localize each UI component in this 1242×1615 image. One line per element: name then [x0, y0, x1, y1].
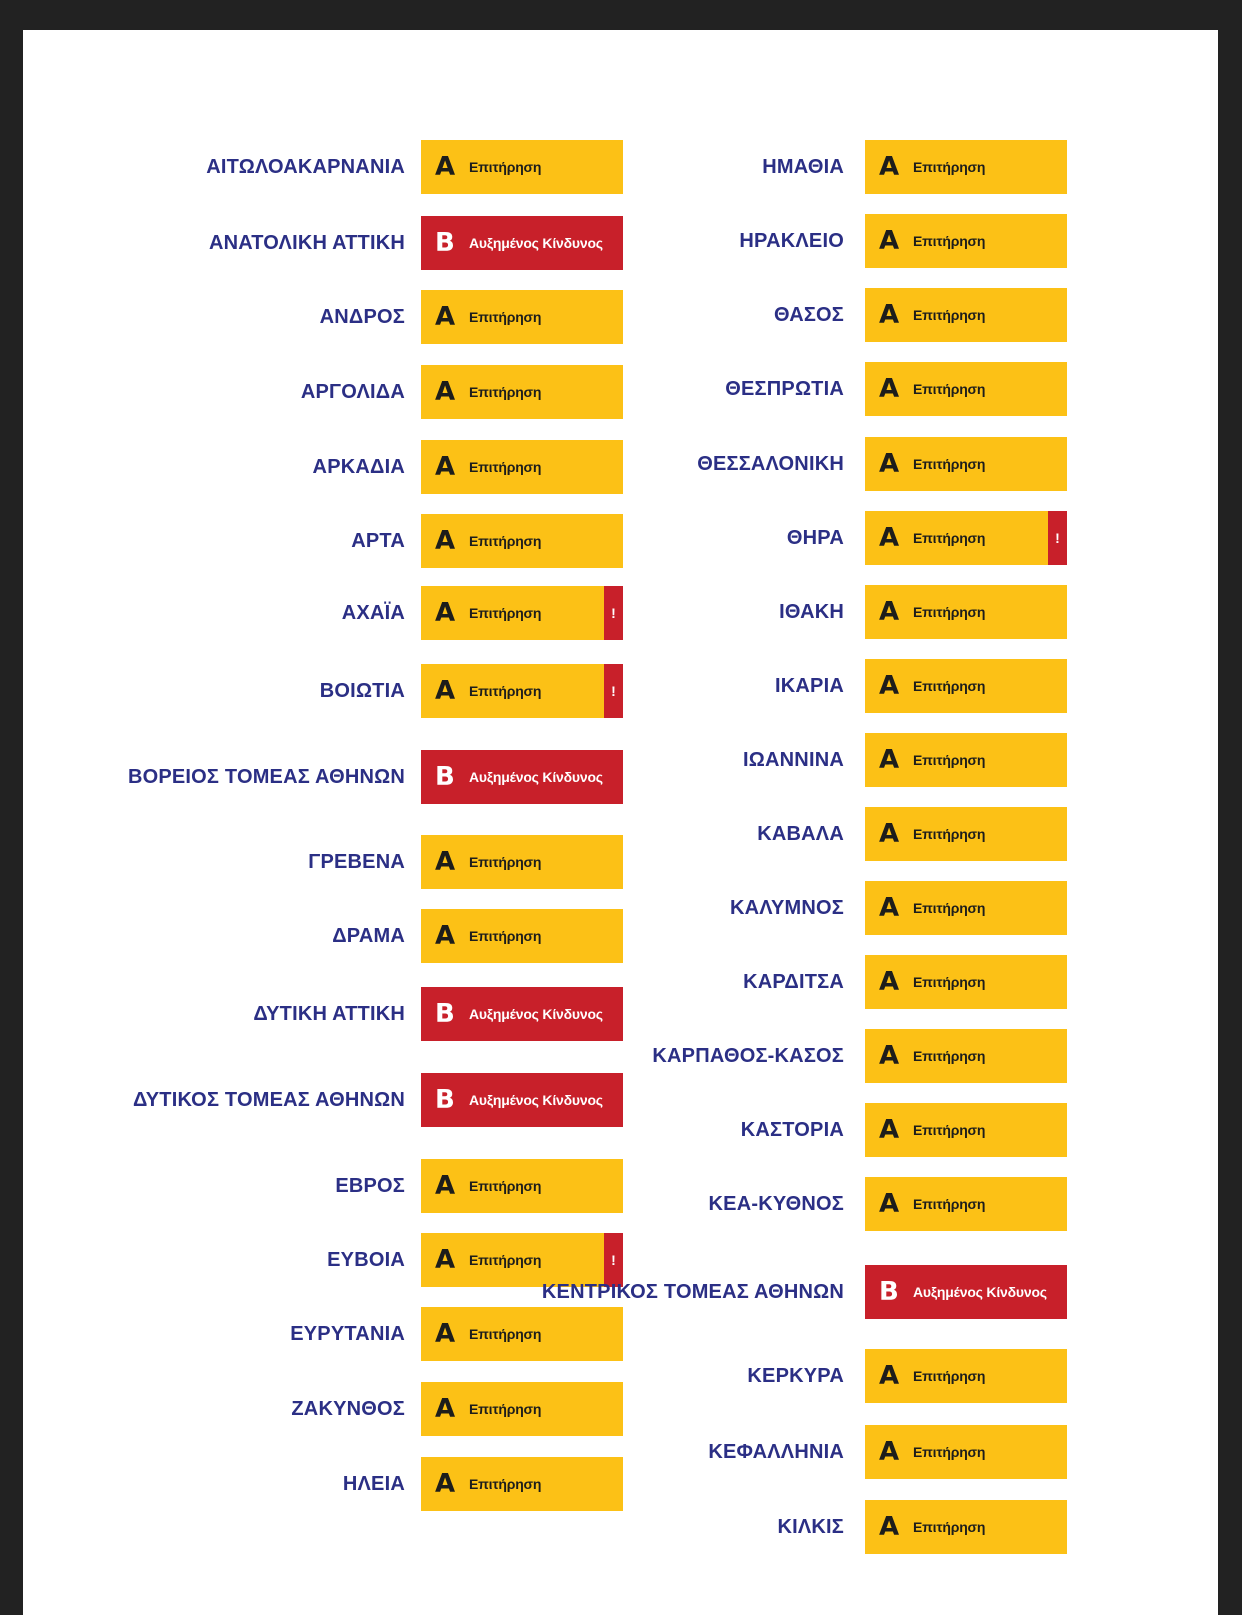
risk-level-letter: Α — [879, 1115, 900, 1145]
risk-level-letter: Β — [435, 228, 455, 258]
region-name: ΒΟΡΕΙΟΣ ΤΟΜΕΑΣ ΑΘΗΝΩΝ — [127, 765, 405, 788]
alert-icon: ! — [1048, 511, 1067, 565]
region-name: ΚΑΣΤΟΡΙΑ — [740, 1118, 844, 1141]
risk-level-label: Επιτήρηση — [913, 1444, 986, 1460]
region-name: ΑΧΑΪΑ — [341, 601, 405, 624]
alert-icon: ! — [604, 1233, 623, 1287]
risk-level-label: Επιτήρηση — [913, 604, 986, 620]
page — [23, 30, 1218, 1615]
region-name: ΗΡΑΚΛΕΙΟ — [739, 229, 844, 252]
region-name: ΘΑΣΟΣ — [773, 303, 844, 326]
risk-level-label: Επιτήρηση — [469, 854, 542, 870]
risk-level-letter: Β — [435, 999, 455, 1029]
risk-level-letter: Α — [435, 152, 456, 182]
risk-level-label: Επιτήρηση — [469, 928, 542, 944]
risk-level-label: Επιτήρηση — [469, 533, 542, 549]
risk-level-label: Επιτήρηση — [469, 309, 542, 325]
risk-level-badge[interactable] — [865, 288, 1067, 342]
risk-level-badge[interactable] — [865, 1265, 1067, 1319]
region-name: ΕΒΡΟΣ — [335, 1174, 405, 1197]
region-name: ΚΙΛΚΙΣ — [777, 1515, 844, 1538]
risk-level-label: Επιτήρηση — [913, 233, 986, 249]
risk-level-badge[interactable] — [865, 1029, 1067, 1083]
risk-level-label: Επιτήρηση — [469, 1476, 542, 1492]
region-name: ΚΑΛΥΜΝΟΣ — [729, 896, 844, 919]
region-name: ΓΡΕΒΕΝΑ — [308, 850, 405, 873]
region-name: ΚΕΡΚΥΡΑ — [747, 1364, 844, 1387]
risk-level-label: Επιτήρηση — [469, 683, 542, 699]
risk-level-label: Επιτήρηση — [913, 381, 986, 397]
risk-level-letter: Α — [435, 377, 456, 407]
risk-level-label: Επιτήρηση — [913, 900, 986, 916]
risk-level-badge[interactable] — [865, 1425, 1067, 1479]
region-name: ΑΝΑΤΟΛΙΚΗ ΑΤΤΙΚΗ — [208, 231, 405, 254]
risk-level-label: Επιτήρηση — [913, 159, 986, 175]
risk-level-label: Αυξημένος Κίνδυνος — [913, 1284, 1047, 1300]
alert-icon: ! — [604, 586, 623, 640]
region-name: ΚΕΑ-ΚΥΘΝΟΣ — [708, 1192, 844, 1215]
risk-level-label: Επιτήρηση — [913, 456, 986, 472]
risk-level-badge[interactable] — [865, 511, 1067, 565]
region-name: ΗΜΑΘΙΑ — [762, 155, 844, 178]
region-name: ΑΡΚΑΔΙΑ — [312, 455, 405, 478]
risk-level-label: Επιτήρηση — [469, 384, 542, 400]
risk-level-badge[interactable] — [865, 1500, 1067, 1554]
region-name: ΙΚΑΡΙΑ — [775, 674, 844, 697]
risk-level-badge[interactable] — [865, 362, 1067, 416]
region-name: ΔΥΤΙΚΗ ΑΤΤΙΚΗ — [253, 1002, 405, 1025]
risk-level-letter: Α — [435, 1171, 456, 1201]
risk-level-letter: Α — [435, 598, 456, 628]
risk-level-letter: Α — [879, 745, 900, 775]
risk-level-letter: Α — [879, 226, 900, 256]
region-name: ΑΡΓΟΛΙΔΑ — [300, 380, 405, 403]
risk-level-label: Επιτήρηση — [469, 1252, 542, 1268]
risk-level-badge[interactable] — [865, 1103, 1067, 1157]
risk-level-label: Αυξημένος Κίνδυνος — [469, 235, 603, 251]
risk-level-badge[interactable] — [865, 807, 1067, 861]
risk-level-label: Επιτήρηση — [913, 307, 986, 323]
region-name: ΔΡΑΜΑ — [332, 924, 405, 947]
risk-level-letter: Α — [879, 597, 900, 627]
risk-level-label: Αυξημένος Κίνδυνος — [469, 1092, 603, 1108]
risk-level-letter: Α — [879, 374, 900, 404]
risk-level-label: Επιτήρηση — [913, 1368, 986, 1384]
region-name: ΚΑΒΑΛΑ — [757, 822, 844, 845]
risk-level-letter: Α — [879, 1189, 900, 1219]
risk-level-letter: Α — [879, 1361, 900, 1391]
region-name: ΗΛΕΙΑ — [342, 1472, 405, 1495]
risk-level-letter: Α — [435, 1469, 456, 1499]
risk-level-letter: Α — [435, 1319, 456, 1349]
region-name: ΙΘΑΚΗ — [779, 600, 844, 623]
region-name: ΑΝΔΡΟΣ — [319, 305, 405, 328]
risk-level-badge[interactable] — [865, 955, 1067, 1009]
region-name: ΘΕΣΠΡΩΤΙΑ — [725, 377, 844, 400]
risk-level-label: Επιτήρηση — [469, 1401, 542, 1417]
risk-level-label: Επιτήρηση — [469, 459, 542, 475]
risk-level-letter: Α — [879, 449, 900, 479]
risk-level-label: Επιτήρηση — [913, 1122, 986, 1138]
region-name: ΚΑΡΔΙΤΣΑ — [743, 970, 844, 993]
risk-level-badge[interactable] — [865, 140, 1067, 194]
region-name: ΚΑΡΠΑΘΟΣ-ΚΑΣΟΣ — [652, 1044, 844, 1067]
risk-level-label: Επιτήρηση — [913, 752, 986, 768]
risk-level-label: Επιτήρηση — [913, 678, 986, 694]
risk-level-label: Επιτήρηση — [913, 1048, 986, 1064]
risk-level-letter: Α — [879, 893, 900, 923]
risk-level-label: Επιτήρηση — [913, 530, 986, 546]
risk-level-label: Επιτήρηση — [469, 1178, 542, 1194]
risk-level-letter: Α — [879, 1512, 900, 1542]
region-name: ΑΙΤΩΛΟΑΚΑΡΝΑΝΙΑ — [206, 155, 405, 178]
risk-level-badge[interactable] — [865, 881, 1067, 935]
risk-level-letter: Α — [435, 1245, 456, 1275]
risk-level-label: Επιτήρηση — [913, 826, 986, 842]
risk-level-badge[interactable] — [865, 1349, 1067, 1403]
risk-level-letter: Α — [879, 819, 900, 849]
risk-level-label: Επιτήρηση — [913, 1196, 986, 1212]
risk-level-letter: Α — [879, 1437, 900, 1467]
risk-level-letter: Β — [435, 762, 455, 792]
risk-level-badge[interactable] — [865, 659, 1067, 713]
risk-level-letter: Α — [435, 302, 456, 332]
risk-level-badge[interactable] — [865, 733, 1067, 787]
risk-level-letter: Α — [879, 1041, 900, 1071]
risk-level-label: Επιτήρηση — [469, 159, 542, 175]
risk-level-label: Αυξημένος Κίνδυνος — [469, 1006, 603, 1022]
risk-level-label: Επιτήρηση — [469, 605, 542, 621]
region-name: ΒΟΙΩΤΙΑ — [319, 679, 405, 702]
region-name: ΔΥΤΙΚΟΣ ΤΟΜΕΑΣ ΑΘΗΝΩΝ — [132, 1088, 405, 1111]
risk-level-letter: Α — [879, 523, 900, 553]
region-name: ΚΕΦΑΛΛΗΝΙΑ — [708, 1440, 844, 1463]
risk-level-label: Επιτήρηση — [469, 1326, 542, 1342]
risk-level-letter: Α — [879, 152, 900, 182]
risk-level-letter: Β — [435, 1085, 455, 1115]
risk-level-letter: Β — [879, 1277, 899, 1307]
region-name: ΙΩΑΝΝΙΝΑ — [743, 748, 844, 771]
region-name: ΖΑΚΥΝΘΟΣ — [291, 1397, 405, 1420]
risk-level-letter: Α — [879, 967, 900, 997]
region-name: ΚΕΝΤΡΙΚΟΣ ΤΟΜΕΑΣ ΑΘΗΝΩΝ — [541, 1280, 844, 1303]
risk-level-badge[interactable] — [865, 585, 1067, 639]
risk-level-letter: Α — [435, 921, 456, 951]
region-name: ΘΕΣΣΑΛΟΝΙΚΗ — [697, 452, 844, 475]
risk-level-letter: Α — [879, 671, 900, 701]
risk-level-letter: Α — [435, 847, 456, 877]
alert-icon: ! — [604, 664, 623, 718]
region-name: ΑΡΤΑ — [351, 529, 405, 552]
risk-level-letter: Α — [435, 452, 456, 482]
risk-level-badge[interactable] — [865, 437, 1067, 491]
risk-level-label: Επιτήρηση — [913, 974, 986, 990]
risk-level-label: Αυξημένος Κίνδυνος — [469, 769, 603, 785]
region-name: ΕΥΒΟΙΑ — [327, 1248, 405, 1271]
risk-level-letter: Α — [435, 1394, 456, 1424]
risk-level-label: Επιτήρηση — [913, 1519, 986, 1535]
region-name: ΘΗΡΑ — [786, 526, 844, 549]
risk-level-letter: Α — [435, 676, 456, 706]
risk-level-badge[interactable] — [865, 214, 1067, 268]
risk-level-badge[interactable] — [865, 1177, 1067, 1231]
risk-level-letter: Α — [879, 300, 900, 330]
risk-level-letter: Α — [435, 526, 456, 556]
region-name: ΕΥΡΥΤΑΝΙΑ — [290, 1322, 405, 1345]
